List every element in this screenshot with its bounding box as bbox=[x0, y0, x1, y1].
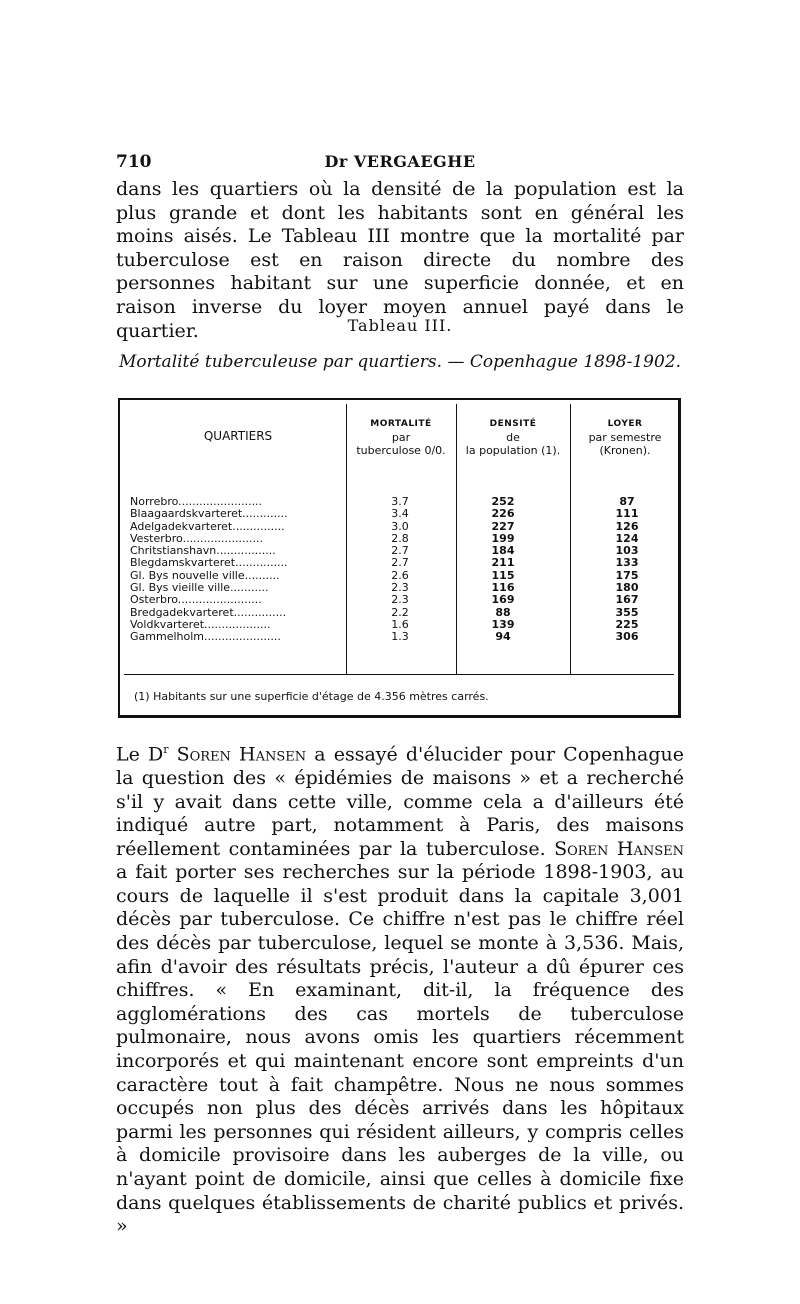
header-mortalite: MORTALITÉ par tuberculose 0/0. bbox=[356, 419, 446, 457]
table-row: Voldkvarteret................... 1.6 139 225 bbox=[130, 617, 639, 631]
header-densite: DENSITÉ de la population (1). bbox=[465, 419, 561, 457]
table-caption: Mortalité tuberculeuse par quartiers. — Copenhague 1898-1902. bbox=[118, 352, 682, 372]
table-row: Bredgadekvarteret............... 2.2 88 355 bbox=[130, 605, 639, 619]
table-row: Chritstianshavn................. 2.7 184 103 bbox=[130, 544, 639, 558]
table-footnote-divider bbox=[124, 674, 674, 675]
table-footnote: (1) Habitants sur une superficie d'étage de 4.356 mètres carrés. bbox=[134, 690, 489, 703]
page-header bbox=[116, 152, 684, 176]
author-name: Soren Hansen bbox=[176, 743, 307, 766]
author-name: Soren Hansen bbox=[554, 837, 684, 860]
table-row: Blaagaardskvarteret............. 3.4 226 111 bbox=[130, 507, 639, 521]
header-loyer: LOYER par semestre (Kronen). bbox=[588, 419, 662, 457]
running-head: Dr VERGAEGHE bbox=[324, 152, 476, 171]
table-title: Tableau III. bbox=[347, 316, 453, 335]
table-row: Blegdamskvarteret............... 2.7 211 133 bbox=[130, 556, 639, 570]
table-row: Norrebro........................ 3.7 252 87 bbox=[130, 495, 635, 508]
page-number: 710 bbox=[116, 152, 152, 172]
table-row: Osterbro........................ 2.3 169 167 bbox=[130, 593, 639, 607]
table-row: Gl. Bys vieille ville........... 2.3 116 180 bbox=[130, 581, 639, 595]
table-body bbox=[120, 496, 678, 644]
paragraph-intro: dans les quartiers où la densité de la population est la plus grande et dont les habitants sont en général les moins aisés. Le Tableau III montre que la mortalité par tuberculose est en raison directe du nombre des personnes habitant sur une superficie donnée, et en raison inverse du loyer moyen annuel payé dans le quartier. bbox=[116, 178, 684, 342]
table-row: Gammelholm...................... 1.3 94 306 bbox=[130, 630, 639, 644]
table-row: Adelgadekvarteret............... 3.0 227 126 bbox=[130, 519, 639, 533]
mortality-table bbox=[118, 398, 681, 718]
table-row: Vesterbro....................... 2.8 199 124 bbox=[130, 531, 639, 545]
paragraph-hansen: Le $D^r$ Soren Hansen a essayé d'élucider pour Copenhague la question des « épidémies de maisons » et a recherché s'il y avait dans cette ville, comme cela a d'ailleurs été indiqué autre part, notamment à Paris, des maisons réellement contaminées par la tuberculose. Soren Hansen a fait porter ses recherches sur la période 1898-1903, au cours de laquelle il s'est produit dans la capitale 3,001 décès par tuberculose. Ce chiffre n'est pas le chiffre réel des décès par tuberculose, lequel se monte à 3,536. Mais, afin d'avoir des résultats précis, l'auteur a dû épurer ces chiffres. « En examinant, dit-il, la fréquence des agglomérations des cas mortels de tuberculose pulmonaire, nous avons omis les quartiers récemment incorporés et qui maintenant encore sont empreints d'un caractère tout à fait champêtre. Nous ne nous sommes occupés non plus des décès arrivés dans les hôpitaux parmi les personnes qui résident ailleurs, y compris celles à domicile provisoire dans les auberges de la ville, ou n'ayant point de domicile, ainsi que celles à domicile fixe dans quelques établissements de charité publics et privés. » bbox=[116, 743, 684, 1238]
header-quartiers: QUARTIERS bbox=[203, 429, 273, 443]
table-row: Gl. Bys nouvelle ville.......... 2.6 115 175 bbox=[130, 568, 639, 582]
